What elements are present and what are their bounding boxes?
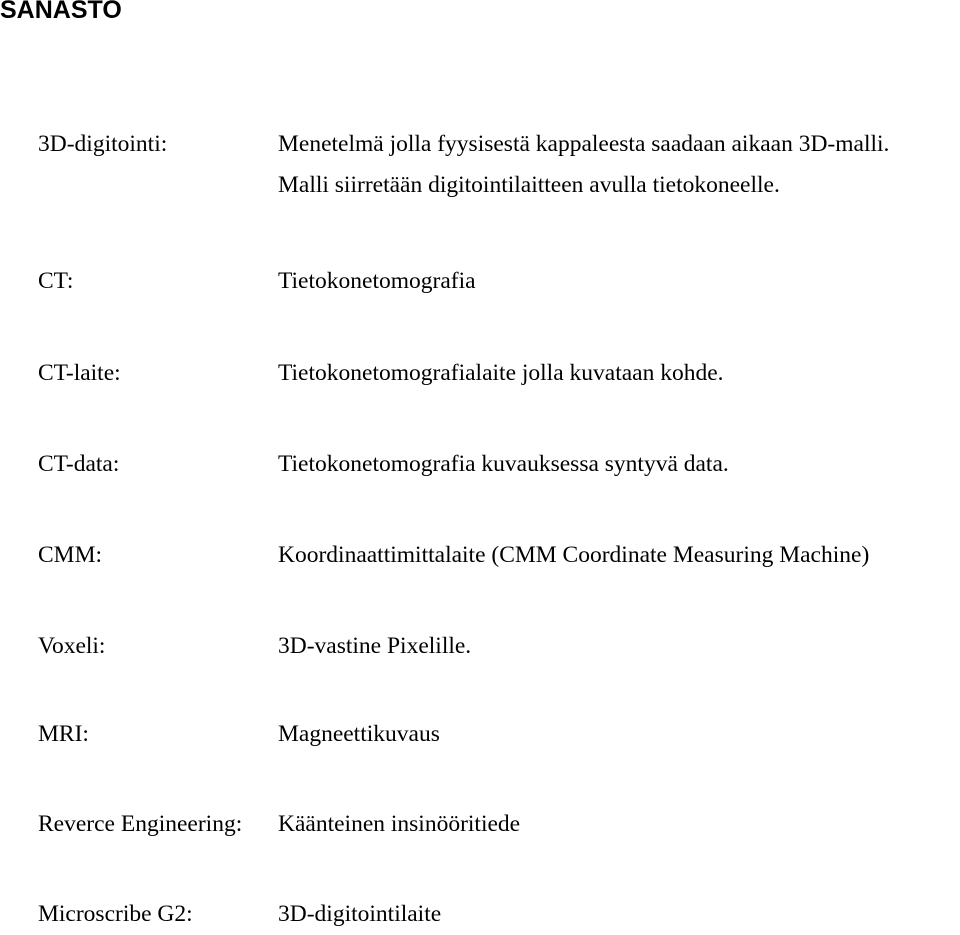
glossary-term: MRI: <box>38 721 89 747</box>
glossary-definition: 3D-digitointilaite <box>278 901 442 927</box>
glossary-term: CMM: <box>38 542 102 568</box>
glossary-term: Microscribe G2: <box>38 901 193 927</box>
glossary-term: 3D-digitointi: <box>38 131 168 157</box>
glossary-definition: Käänteinen insinööritiede <box>278 811 521 837</box>
definition-line: Malli siirretään digitointilaitteen avulla tietokoneelle. <box>278 172 780 198</box>
glossary-term: CT-laite: <box>38 360 121 386</box>
glossary-term: Reverce Engineering: <box>38 811 243 837</box>
definition-line: Menetelmä jolla fyysisestä kappaleesta saadaan aikaan 3D-malli. <box>278 131 890 157</box>
glossary-definition: 3D-vastine Pixelille. <box>278 633 472 659</box>
glossary-term: CT: <box>38 268 74 294</box>
glossary-definition: Tietokonetomografia kuvauksessa syntyvä data. <box>278 451 729 477</box>
glossary-definition: Koordinaattimittalaite (CMM Coordinate Measuring Machine) <box>278 542 870 568</box>
glossary-term: Voxeli: <box>38 633 106 659</box>
glossary-definition: Magneettikuvaus <box>278 721 440 747</box>
glossary-term: CT-data: <box>38 451 120 477</box>
page-title: SANASTO <box>0 0 122 24</box>
glossary-definition: Tietokonetomografialaite jolla kuvataan kohde. <box>278 360 724 386</box>
glossary-definition <box>278 124 889 206</box>
glossary-definition: Tietokonetomografia <box>278 268 476 294</box>
